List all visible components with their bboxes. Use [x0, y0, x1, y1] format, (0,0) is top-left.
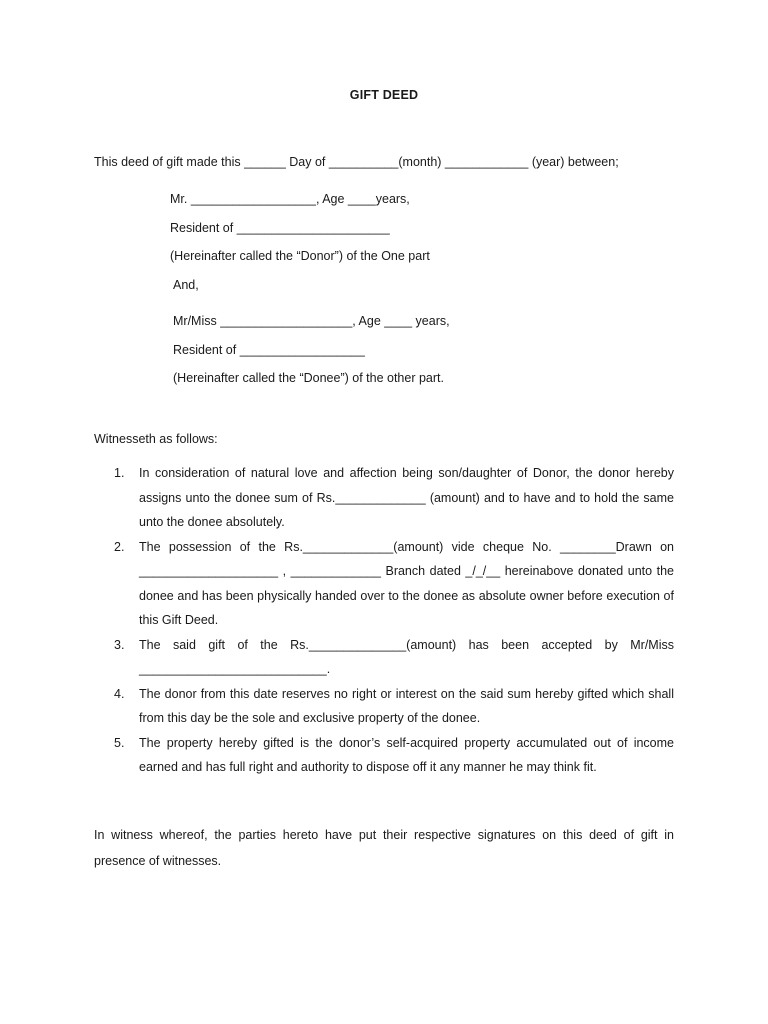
donor-residence-line: Resident of ______________________ [170, 220, 390, 235]
donor-block [170, 192, 690, 278]
clause-text: The property hereby gifted is the donor’s self-acquired property accumulated out of income earned and has full right and authority to dispose off it any manner he may think fit. [139, 735, 674, 774]
donor-role-line: (Hereinafter called the “Donor”) of the One part [170, 249, 430, 263]
clause-number: 2. [114, 539, 125, 554]
donor-name-line: Mr. __________________, Age ____years, [170, 192, 410, 206]
clause-text: The possession of the Rs._____________(amount) vide cheque No. ________Drawn on ____________________ , _____________ Branch dated _/_/__ hereinabove donated unto the donee and has been physically handed over to the donee as absolute owner before execution of this Gift Deed. [139, 539, 674, 627]
clause-number: 1. [114, 466, 125, 480]
conjunction-and: And, [173, 278, 199, 292]
document-title: GIFT DEED [349, 88, 419, 102]
clause-text: In consideration of natural love and affection being son/daughter of Donor, the donor hereby assigns unto the donee sum of Rs._____________ (amount) and to have and to hold the same unto the donee absolutely. [139, 466, 674, 529]
clause-item [94, 461, 674, 535]
clause-item [94, 731, 674, 780]
clause-list [94, 461, 674, 780]
clause-number: 5. [114, 735, 125, 750]
donee-block [173, 314, 693, 400]
clause-number: 3. [114, 637, 125, 652]
intro-line: This deed of gift made this ______ Day of __________(month) ____________ (year) between; [94, 155, 619, 169]
donee-residence-line: Resident of __________________ [173, 342, 365, 357]
clause-text: The donor from this date reserves no right or interest on the said sum hereby gifted which shall from this day be the sole and exclusive property of the donee. [139, 686, 674, 725]
clause-number: 4. [114, 686, 125, 701]
clause-text: The said gift of the Rs.______________(amount) has been accepted by Mr/Miss ___________________________. [139, 637, 674, 676]
donee-role-line: (Hereinafter called the “Donee”) of the other part. [173, 371, 444, 385]
closing-paragraph: In witness whereof, the parties hereto have put their respective signatures on this deed of gift in presence of witnesses. [94, 828, 674, 868]
witnesseth-heading: Witnesseth as follows: [94, 432, 218, 446]
clause-item [94, 682, 674, 731]
clause-item [94, 633, 674, 682]
clause-item [94, 535, 674, 633]
donee-name-line: Mr/Miss ___________________, Age ____ years, [173, 314, 450, 328]
